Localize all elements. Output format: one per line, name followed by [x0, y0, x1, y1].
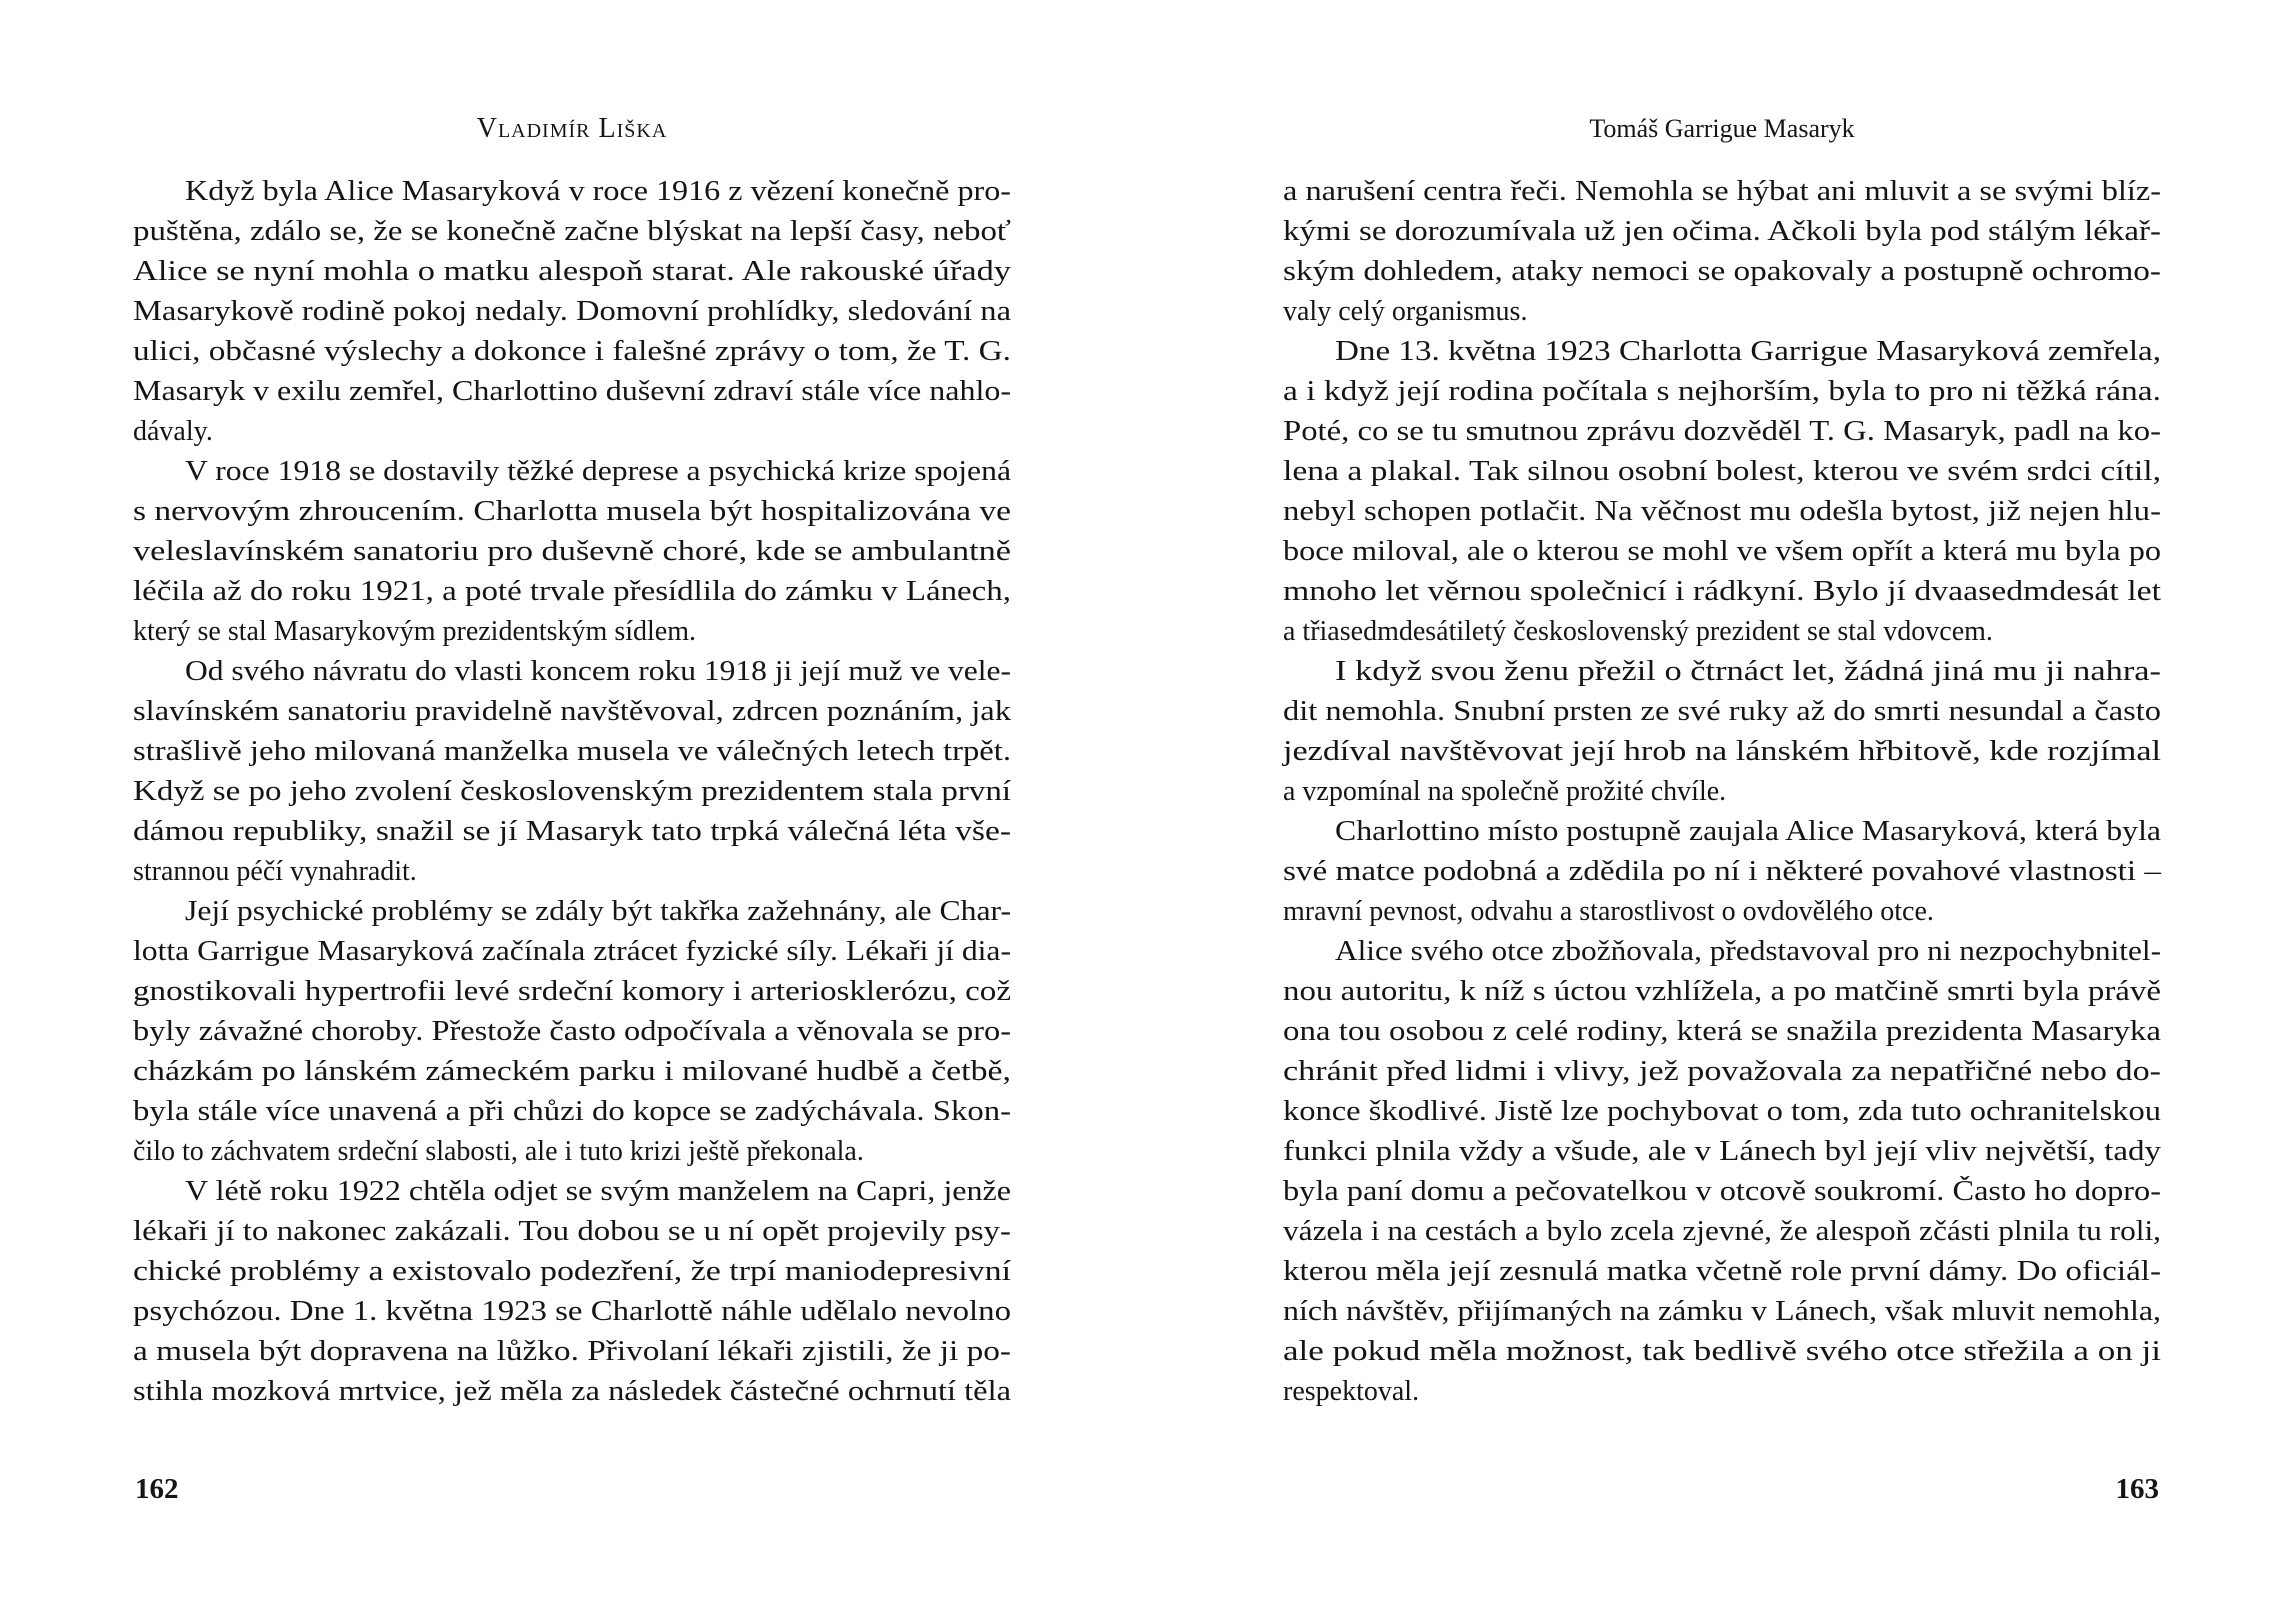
text-line: respektoval. — [1283, 1376, 1420, 1407]
text-line: boce miloval, ale o kterou se mohl ve všem opřít a která mu byla po — [1283, 536, 2161, 567]
text-line: ona tou osobou z celé rodiny, která se snažila prezidenta Masaryka — [1283, 1016, 2161, 1047]
text-line: I když svou ženu přežil o čtrnáct let, žádná jiná mu ji nahra- — [1335, 656, 2161, 687]
text-line: a musela být dopravena na lůžko. Přivolaní lékaři zjistili, že ji po- — [133, 1336, 1011, 1367]
text-line: V létě roku 1922 chtěla odjet se svým manželem na Capri, jenže — [185, 1176, 1011, 1207]
text-line: ních návštěv, přijímaných na zámku v Lánech, však mluvit nemohla, — [1283, 1296, 2161, 1327]
text-line: byla stále více unavená a při chůzi do kopce se zadýchávala. Skon- — [133, 1096, 1011, 1127]
text-line: ulici, občasné výslechy a dokonce i falešné zprávy o tom, že T. G. — [133, 336, 1011, 367]
text-line: dámou republiky, snažil se jí Masaryk tato trpká válečná léta vše- — [133, 816, 1011, 847]
text-line: čilo to záchvatem srdeční slabosti, ale i tuto krizi ještě překonala. — [133, 1136, 864, 1167]
book-page-right — [1283, 0, 2161, 1615]
text-line: Charlottino místo postupně zaujala Alice Masaryková, která byla — [1335, 816, 2161, 847]
text-line: vázela i na cestách a bylo zcela zjevné, že alespoň zčásti plnila tu roli, — [1283, 1216, 2161, 1247]
text-line: gnostikovali hypertrofii levé srdeční komory i arteriosklerózu, což — [133, 976, 1011, 1007]
page-number-right: 163 — [2115, 1473, 2159, 1505]
text-line: cházkám po lánském zámeckém parku i milované hudbě a četbě, — [133, 1056, 1011, 1087]
text-line: Alice svého otce zbožňovala, představoval pro ni nezpochybnitel- — [1335, 936, 2161, 967]
text-line: chránit před lidmi i vlivy, jež považovala za nepatřičné nebo do- — [1283, 1056, 2161, 1087]
text-line: Alice se nyní mohla o matku alespoň starat. Ale rakouské úřady — [133, 256, 1011, 287]
text-line: ale pokud měla možnost, tak bedlivě svého otce střežila a on ji — [1283, 1336, 2161, 1367]
text-line: byly závažné choroby. Přestože často odpočívala a věnovala se pro- — [133, 1016, 1012, 1047]
text-line: lena a plakal. Tak silnou osobní bolest, kterou ve svém srdci cítil, — [1283, 456, 2161, 487]
text-line: a narušení centra řeči. Nemohla se hýbat ani mluvit a se svými blíz- — [1283, 176, 2161, 207]
text-line: stihla mozková mrtvice, jež měla za následek částečné ochrnutí těla — [133, 1376, 1011, 1407]
text-line: léčila až do roku 1921, a poté trvale přesídlila do zámku v Lánech, — [133, 576, 1011, 607]
running-header-title: Tomáš Garrigue Masaryk — [1589, 114, 1855, 143]
text-line: nou autoritu, k níž s úctou vzhlížela, a po matčině smrti byla právě — [1283, 976, 2161, 1007]
text-line: kými se dorozumívala už jen očima. Ačkoli byla pod stálým lékař- — [1283, 216, 2161, 247]
text-line: Když byla Alice Masaryková v roce 1916 z vězení konečně pro- — [185, 176, 1011, 207]
text-line: strannou péčí vynahradit. — [133, 856, 417, 887]
text-line: Od svého návratu do vlasti koncem roku 1918 ji její muž ve vele- — [185, 656, 1011, 687]
text-line: který se stal Masarykovým prezidentským sídlem. — [133, 616, 696, 647]
text-line: Dne 13. května 1923 Charlotta Garrigue Masaryková zemřela, — [1335, 336, 2161, 367]
text-line: Když se po jeho zvolení československým prezidentem stala první — [133, 776, 1011, 807]
text-line: nebyl schopen potlačit. Na věčnost mu odešla bytost, již nejen hlu- — [1283, 496, 2161, 527]
text-line: a třiasedmdesátiletý československý prezident se stal vdovcem. — [1283, 616, 1993, 647]
running-header-author: Vladimír Liška — [476, 113, 668, 144]
text-line: psychózou. Dne 1. května 1923 se Charlottě náhle udělalo nevolno — [133, 1296, 1011, 1327]
page-text-right — [1283, 172, 2161, 1412]
text-line: lékaři jí to nakonec zakázali. Tou dobou se u ní opět projevily psy- — [133, 1216, 1011, 1247]
page-number-left: 162 — [135, 1473, 179, 1505]
text-line: funkci plnila vždy a všude, ale v Lánech byl její vliv největší, tady — [1283, 1136, 2161, 1167]
text-line: V roce 1918 se dostavily těžké deprese a psychická krize spojená — [185, 456, 1011, 487]
text-line: kterou měla její zesnulá matka včetně role první dámy. Do oficiál- — [1283, 1256, 2161, 1287]
text-line: byla paní domu a pečovatelkou v otcově soukromí. Často ho dopro- — [1283, 1176, 2161, 1207]
text-line: chické problémy a existovalo podezření, že trpí maniodepresivní — [133, 1256, 1011, 1287]
text-line: s nervovým zhroucením. Charlotta musela být hospitalizována ve — [133, 496, 1011, 527]
text-line: mnoho let věrnou společnicí i rádkyní. Bylo jí dvaasedmdesát let — [1283, 576, 2161, 607]
text-line: a i když její rodina počítala s nejhorším, byla to pro ni těžká rána. — [1283, 376, 2161, 407]
text-line: slavínském sanatoriu pravidelně navštěvoval, zdrcen poznáním, jak — [133, 696, 1011, 727]
text-line: lotta Garrigue Masaryková začínala ztrácet fyzické síly. Lékaři jí dia- — [133, 936, 1011, 967]
text-line: a vzpomínal na společně prožité chvíle. — [1283, 776, 1727, 807]
text-line: Masarykově rodině pokoj nedaly. Domovní prohlídky, sledování na — [133, 296, 1011, 327]
text-line: valy celý organismus. — [1283, 296, 1528, 327]
text-line: puštěna, zdálo se, že se konečně začne blýskat na lepší časy, neboť — [133, 216, 1011, 247]
text-line: Její psychické problémy se zdály být takřka zažehnány, ale Char- — [185, 896, 1011, 927]
text-line: Masaryk v exilu zemřel, Charlottino duševní zdraví stále více nahlo- — [133, 376, 1012, 407]
text-line: konce škodlivé. Jistě lze pochybovat o tom, zda tuto ochranitelskou — [1283, 1096, 2161, 1127]
text-line: mravní pevnost, odvahu a starostlivost o ovdovělého otce. — [1283, 896, 1934, 927]
text-line: své matce podobná a zdědila po ní i některé povahové vlastnosti – — [1283, 856, 2161, 887]
text-line: jezdíval navštěvovat její hrob na lánském hřbitově, kde rozjímal — [1283, 736, 2161, 767]
text-line: dit nemohla. Snubní prsten ze své ruky až do smrti nesundal a často — [1283, 696, 2161, 727]
text-line: strašlivě jeho milovaná manželka musela ve válečných letech trpět. — [133, 736, 1012, 767]
text-line: veleslavínském sanatoriu pro duševně choré, kde se ambulantně — [133, 536, 1011, 567]
page-text-left — [133, 172, 1011, 1412]
text-line: Poté, co se tu smutnou zprávu dozvěděl T. G. Masaryk, padl na ko- — [1283, 416, 2161, 447]
text-line: dávaly. — [133, 416, 213, 447]
book-page-left — [133, 0, 1011, 1615]
text-line: ským dohledem, ataky nemoci se opakovaly a postupně ochromo- — [1283, 256, 2161, 287]
